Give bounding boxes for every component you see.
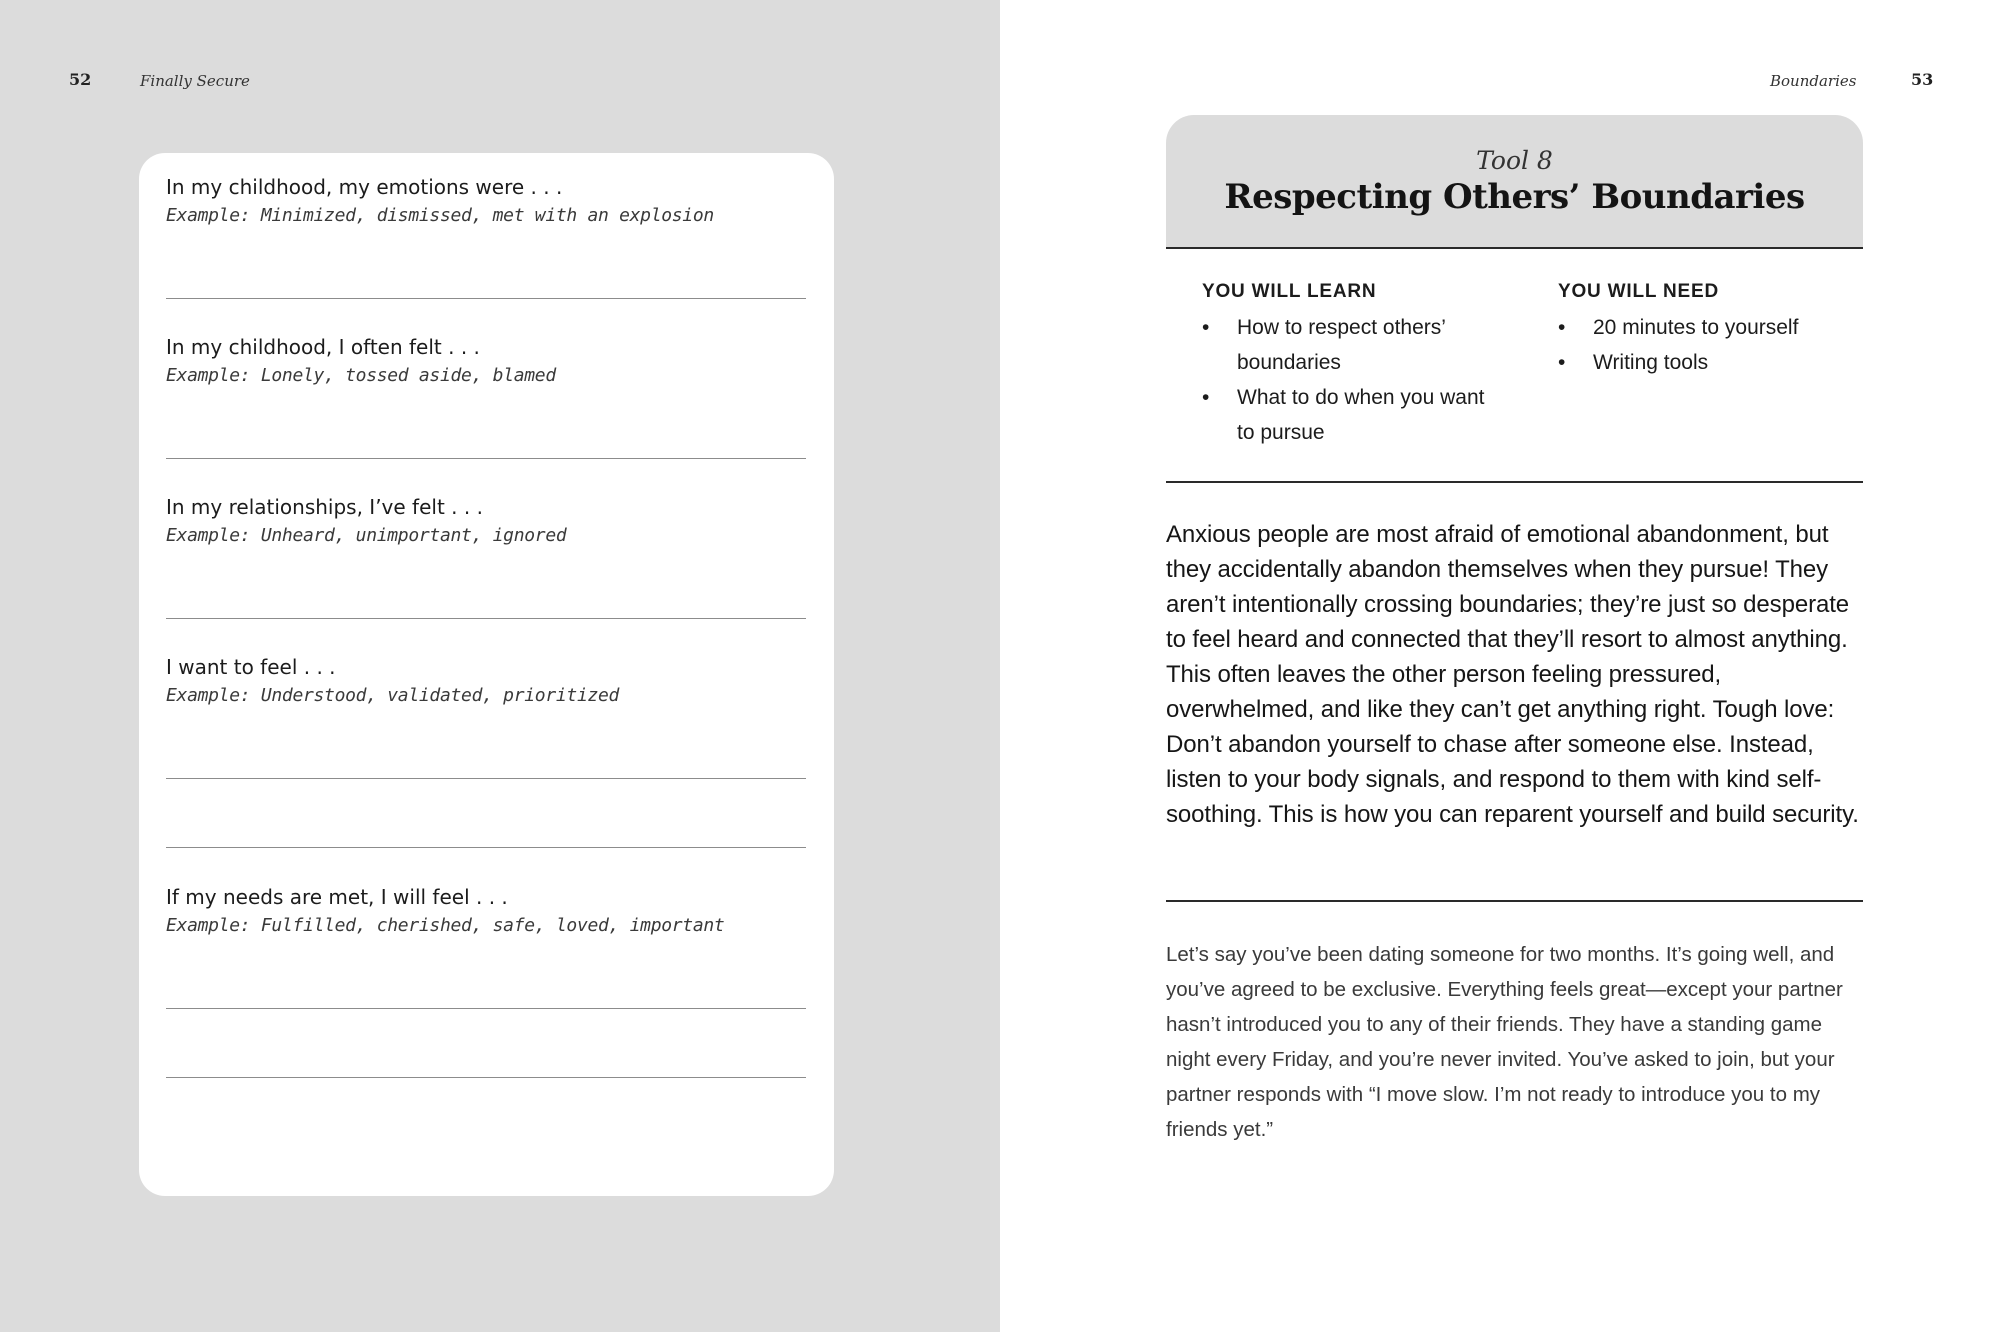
body-paragraph: Let’s say you’ve been dating someone for two months. It’s going well, and you’ve agreed to be exclusive. Everything feels great—except your partner hasn’t introduced you to any of their friends. They have a standing game night every Friday, and you’re never invited. You’ve asked to join, but your partner responds with “I move slow. I’m not ready to introduce you to my friends yet.” xyxy=(1166,943,1843,1141)
page-number: 52 xyxy=(69,70,92,89)
write-line[interactable] xyxy=(166,1008,806,1009)
worksheet-prompt: In my relationships, I’ve felt . . . xyxy=(166,495,483,519)
tool-label: Tool 8 xyxy=(1476,146,1553,175)
list-item: • 20 minutes to yourself xyxy=(1558,316,1799,339)
you-will-learn-heading: YOU WILL LEARN xyxy=(1202,281,1377,302)
right-page xyxy=(1000,0,2000,1332)
you-will-need-heading: YOU WILL NEED xyxy=(1558,281,1719,302)
worksheet-example: Example: Lonely, tossed aside, blamed xyxy=(166,365,556,386)
divider xyxy=(1166,481,1863,483)
you-will-learn-list xyxy=(1202,310,1502,450)
write-line[interactable] xyxy=(166,847,806,848)
tool-title: Respecting Others’ Boundaries xyxy=(1224,177,1805,217)
worksheet-prompt: I want to feel . . . xyxy=(166,655,336,679)
write-line[interactable] xyxy=(166,618,806,619)
page-number: 53 xyxy=(1911,70,1934,89)
running-head: Boundaries xyxy=(1770,72,1857,90)
worksheet-example: Example: Unheard, unimportant, ignored xyxy=(166,525,567,546)
write-line[interactable] xyxy=(166,1077,806,1078)
write-line[interactable] xyxy=(166,458,806,459)
worksheet-prompt: If my needs are met, I will feel . . . xyxy=(166,885,508,909)
write-line[interactable] xyxy=(166,778,806,779)
list-item: • Writing tools xyxy=(1558,351,1709,374)
worksheet-prompt: In my childhood, I often felt . . . xyxy=(166,335,480,359)
worksheet-example: Example: Fulfilled, cherished, safe, loved, important xyxy=(166,915,725,936)
list-item: • How to respect others’ boundaries xyxy=(1202,316,1446,374)
list-item: • What to do when you want to pursue xyxy=(1202,386,1485,444)
worksheet-example: Example: Understood, validated, prioritized xyxy=(166,685,620,706)
write-line[interactable] xyxy=(166,298,806,299)
running-head: Finally Secure xyxy=(140,72,250,90)
tool-header xyxy=(1166,115,1863,249)
worksheet-example: Example: Minimized, dismissed, met with an explosion xyxy=(166,205,714,226)
worksheet-prompt: In my childhood, my emotions were . . . xyxy=(166,175,563,199)
worksheet-card xyxy=(139,153,834,1196)
lead-paragraph: Anxious people are most afraid of emotional abandonment, but they accidentally abandon themselves when they pursue! They aren’t intentionally crossing boundaries; they’re just so desperate to feel heard and connected that they’ll resort to almost anything. This often leaves the other person feeling pressured, overwhelmed, and like they can’t get anything right. Tough love: Don’t abandon yourself to chase after someone else. Instead, listen to your body signals, and respond to them with kind self-soothing. This is how you can reparent yourself and build security. xyxy=(1166,521,1859,828)
divider xyxy=(1166,900,1863,902)
you-will-need-list xyxy=(1558,310,1858,380)
